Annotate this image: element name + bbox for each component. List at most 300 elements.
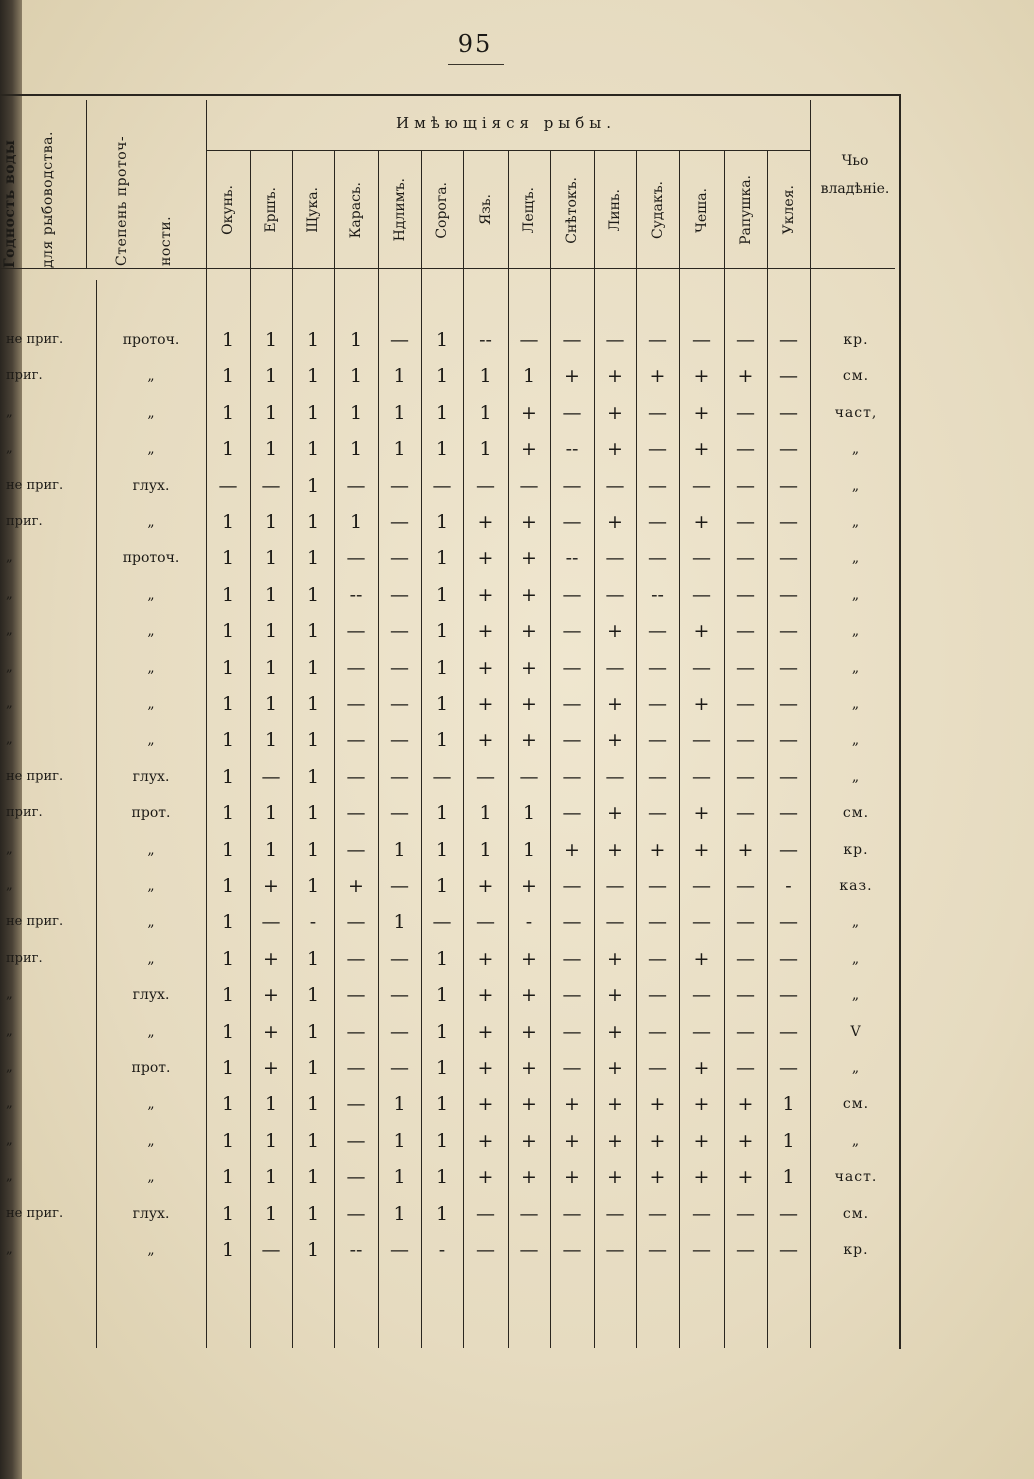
fish-presence-cell: —: [736, 511, 755, 533]
owner-cell: „: [851, 950, 861, 967]
fish-presence-cell: +: [607, 947, 623, 970]
fish-presence-cell: —: [562, 1057, 582, 1079]
flow-cell: глух.: [132, 768, 170, 785]
fish-presence-cell: 1: [349, 401, 363, 424]
fish-presence-cell: —: [692, 729, 711, 752]
fish-presence-cell: —: [476, 474, 495, 497]
fish-presence-cell: —: [605, 765, 625, 788]
owner-cell: кр.: [843, 841, 869, 858]
fish-presence-cell: —: [736, 911, 755, 934]
fish-presence-cell: +: [737, 365, 754, 388]
fish-presence-cell: —: [692, 1239, 711, 1261]
fish-presence-cell: —: [390, 511, 409, 533]
suitability-cell: не приг.: [6, 1205, 64, 1221]
fish-presence-cell: —: [736, 329, 755, 351]
table-row: [0, 795, 1034, 831]
species-header: [724, 160, 767, 260]
fish-presence-cell: —: [736, 1202, 755, 1225]
table-row: [0, 431, 1034, 467]
fish-presence-cell: 1: [221, 1020, 235, 1043]
fish-presence-cell: —: [779, 911, 798, 934]
fish-presence-cell: 1: [435, 438, 449, 461]
fish-presence-cell: 1: [479, 401, 492, 424]
species-label: Карась.: [348, 181, 364, 239]
fish-presence-cell: --: [651, 583, 664, 606]
fish-presence-cell: —: [779, 1057, 798, 1079]
fish-presence-cell: 1: [264, 401, 278, 424]
fish-presence-cell: —: [476, 765, 495, 788]
flow-cell: „: [147, 623, 155, 640]
fish-presence-cell: —: [562, 1020, 582, 1043]
fish-presence-cell: —: [779, 438, 798, 461]
suitability-cell: приг.: [6, 950, 43, 966]
fish-presence-cell: 1: [349, 511, 363, 533]
fish-presence-cell: —: [476, 1239, 495, 1261]
fish-presence-cell: —: [648, 329, 667, 351]
fish-presence-cell: 1: [435, 1093, 449, 1116]
fish-presence-cell: 1: [221, 911, 235, 934]
owner-cell: „: [851, 441, 861, 458]
species-header: [679, 160, 724, 260]
flow-cell: глух.: [132, 477, 170, 494]
suitability-cell: „: [6, 1060, 13, 1075]
fish-presence-cell: +: [693, 947, 710, 970]
fish-presence-cell: —: [390, 729, 409, 752]
suitability-cell: приг.: [6, 368, 43, 384]
fish-presence-cell: —: [692, 583, 711, 606]
fish-presence-cell: —: [779, 474, 798, 497]
fish-presence-cell: +: [737, 1093, 754, 1116]
fish-presence-cell: —: [346, 1020, 366, 1043]
fish-presence-cell: —: [779, 838, 798, 861]
fish-presence-cell: 1: [435, 620, 449, 643]
species-header: [463, 160, 508, 260]
flow-cell: „: [147, 514, 155, 530]
fish-presence-cell: 1: [306, 729, 320, 752]
fish-presence-cell: 1: [522, 802, 536, 825]
fish-presence-cell: 1: [435, 875, 449, 897]
fish-presence-cell: -: [309, 911, 317, 934]
fish-presence-cell: +: [477, 1129, 494, 1152]
table-top-rule: [0, 94, 900, 96]
table-row: [0, 613, 1034, 649]
fish-presence-cell: —: [346, 802, 366, 825]
fish-presence-cell: +: [521, 656, 537, 679]
fish-presence-cell: 1: [264, 329, 278, 351]
suitability-cell: „: [6, 841, 13, 857]
species-header: [421, 160, 463, 260]
fish-presence-cell: —: [692, 1202, 711, 1225]
fish-presence-cell: —: [519, 474, 539, 497]
fish-presence-cell: +: [521, 511, 537, 533]
fish-presence-cell: 1: [435, 802, 449, 825]
owner-cell: „: [851, 768, 861, 785]
fish-presence-cell: —: [390, 329, 409, 351]
species-header: [508, 160, 550, 260]
header-suitability-line1: Годность воды: [2, 139, 18, 268]
fish-presence-cell: +: [263, 875, 279, 897]
fish-presence-cell: 1: [393, 1166, 406, 1189]
fish-presence-cell: 1: [435, 329, 449, 351]
fish-presence-cell: 1: [782, 1093, 795, 1116]
fish-presence-cell: —: [779, 547, 798, 570]
fish-presence-cell: 1: [393, 1093, 406, 1116]
table-row: [0, 759, 1034, 795]
fish-presence-cell: 1: [221, 1129, 235, 1152]
fish-presence-cell: 1: [306, 401, 320, 424]
owner-cell: „: [851, 550, 861, 567]
fish-presence-cell: +: [649, 365, 666, 388]
fish-presence-cell: 1: [435, 838, 449, 861]
species-label: Чеша.: [693, 187, 710, 233]
header-flow-line1: Степень проточ-: [114, 135, 130, 266]
fish-presence-cell: 1: [221, 1057, 235, 1079]
owner-cell: „: [851, 914, 861, 931]
header-suitability-line2: для рыбоводства.: [40, 131, 56, 268]
fish-presence-cell: 1: [306, 438, 320, 461]
table-row: [0, 322, 1034, 358]
fish-presence-cell: +: [693, 1129, 710, 1152]
species-header: [206, 160, 250, 260]
fish-presence-cell: +: [607, 838, 623, 861]
fish-presence-cell: 1: [393, 1202, 406, 1225]
fish-presence-cell: --: [479, 329, 492, 351]
fish-presence-cell: +: [477, 947, 494, 970]
fish-presence-cell: +: [607, 693, 623, 715]
fish-presence-cell: —: [562, 911, 582, 934]
fish-presence-cell: 1: [221, 1093, 235, 1116]
table-row: [0, 1086, 1034, 1122]
fish-presence-cell: 1: [435, 583, 449, 606]
suitability-cell: не приг.: [6, 768, 64, 784]
fish-presence-cell: 1: [221, 656, 235, 679]
fish-presence-cell: 1: [393, 365, 406, 388]
fish-presence-cell: —: [562, 583, 582, 606]
header-owner: [810, 147, 900, 203]
flow-cell: „: [147, 878, 155, 894]
fish-presence-cell: 1: [306, 802, 320, 825]
suitability-cell: „: [6, 586, 13, 602]
fish-presence-cell: —: [648, 656, 667, 679]
suitability-cell: „: [6, 1023, 13, 1039]
fish-presence-cell: 1: [264, 693, 278, 715]
fish-presence-cell: +: [521, 401, 537, 424]
species-label: Уклея.: [780, 185, 797, 235]
table-row: [0, 1232, 1034, 1268]
fish-presence-cell: +: [564, 838, 580, 861]
flow-cell: „: [147, 1132, 155, 1149]
fish-presence-cell: —: [605, 329, 625, 351]
fish-presence-cell: --: [565, 438, 579, 461]
fish-presence-cell: —: [648, 1202, 667, 1225]
fish-presence-cell: —: [779, 1020, 798, 1043]
fish-presence-cell: —: [519, 329, 539, 351]
fish-presence-cell: +: [649, 838, 666, 861]
fish-presence-cell: +: [693, 1166, 710, 1189]
fish-presence-cell: —: [605, 547, 625, 570]
fish-presence-cell: 1: [349, 329, 363, 351]
fish-presence-cell: —: [562, 693, 582, 715]
fish-presence-cell: —: [261, 765, 281, 788]
fish-presence-cell: —: [346, 1093, 366, 1116]
fish-presence-cell: —: [432, 911, 452, 934]
fish-presence-cell: +: [607, 620, 623, 643]
fish-presence-cell: —: [648, 474, 667, 497]
fish-presence-cell: 1: [221, 802, 235, 825]
fish-presence-cell: +: [477, 656, 494, 679]
fish-presence-cell: +: [521, 984, 537, 1007]
fish-presence-cell: —: [648, 802, 667, 825]
fish-presence-cell: —: [692, 656, 711, 679]
left-rule: [86, 100, 87, 268]
fish-presence-cell: —: [562, 729, 582, 752]
owner-cell: „: [851, 1060, 861, 1076]
species-header: [378, 160, 421, 260]
fish-presence-cell: 1: [306, 656, 320, 679]
fish-presence-cell: —: [562, 620, 582, 643]
fish-presence-cell: —: [519, 1239, 539, 1261]
fish-presence-cell: +: [521, 1020, 537, 1043]
species-header: [594, 160, 636, 260]
table-row: [0, 686, 1034, 722]
fish-presence-cell: —: [736, 474, 755, 497]
fish-presence-cell: —: [432, 474, 452, 497]
fish-presence-cell: +: [564, 365, 580, 388]
fish-presence-cell: 1: [306, 329, 320, 351]
suitability-cell: „: [6, 732, 13, 748]
fish-presence-cell: +: [564, 1166, 580, 1189]
suitability-cell: приг.: [6, 805, 43, 821]
fish-presence-cell: —: [346, 765, 366, 788]
fish-presence-cell: —: [779, 693, 798, 715]
fish-presence-cell: —: [346, 984, 366, 1007]
fish-presence-cell: —: [346, 1166, 366, 1189]
fish-presence-cell: 1: [349, 365, 363, 388]
fish-presence-cell: +: [477, 511, 494, 533]
fish-presence-cell: +: [477, 1057, 494, 1079]
fish-presence-cell: +: [521, 693, 537, 715]
fish-presence-cell: —: [346, 911, 366, 934]
fish-presence-cell: —: [736, 693, 755, 715]
fish-presence-cell: +: [263, 947, 279, 970]
fish-presence-cell: —: [692, 474, 711, 497]
table-row: [0, 1050, 1034, 1086]
fish-presence-cell: 1: [435, 547, 449, 570]
fish-presence-cell: —: [562, 947, 582, 970]
flow-cell: прот.: [131, 1060, 171, 1076]
table-row: [0, 468, 1034, 504]
fish-presence-cell: 1: [435, 984, 449, 1007]
fish-presence-cell: —: [346, 1129, 366, 1152]
owner-cell: „: [851, 623, 861, 640]
flow-cell: „: [147, 1169, 155, 1186]
header-bottom-rule: [0, 268, 895, 269]
fish-presence-cell: 1: [264, 365, 278, 388]
fish-presence-cell: —: [562, 511, 582, 533]
fish-presence-cell: +: [607, 984, 623, 1007]
fish-presence-cell: +: [693, 838, 710, 861]
fish-presence-cell: —: [390, 765, 409, 788]
fish-presence-cell: 1: [435, 511, 449, 533]
fish-presence-cell: —: [779, 947, 798, 970]
flow-cell: „: [147, 441, 155, 458]
fish-presence-cell: 1: [479, 438, 492, 461]
fish-presence-cell: -: [785, 875, 792, 897]
fish-presence-cell: +: [607, 438, 623, 461]
fish-presence-cell: +: [521, 620, 537, 643]
fish-presence-cell: 1: [221, 583, 235, 606]
fish-presence-cell: —: [261, 911, 281, 934]
fish-presence-cell: 1: [435, 1202, 449, 1225]
table-row: [0, 395, 1034, 431]
fish-presence-cell: +: [477, 583, 494, 606]
flow-cell: „: [147, 841, 155, 858]
fish-presence-cell: —: [346, 656, 366, 679]
fish-presence-cell: +: [521, 438, 537, 461]
fish-presence-cell: 1: [435, 693, 449, 715]
species-label: Сорога.: [434, 181, 450, 239]
fish-presence-cell: 1: [349, 438, 363, 461]
fish-presence-cell: —: [736, 875, 755, 897]
fish-presence-cell: —: [779, 365, 798, 388]
table-row: [0, 650, 1034, 686]
owner-cell: „: [851, 732, 861, 749]
fish-presence-cell: +: [521, 547, 537, 570]
fish-presence-cell: —: [779, 620, 798, 643]
suitability-cell: приг.: [6, 514, 43, 529]
fish-presence-cell: —: [519, 1202, 539, 1225]
species-label: Щука.: [305, 187, 321, 233]
fish-presence-cell: -: [438, 1239, 446, 1261]
fish-presence-cell: 1: [264, 1202, 278, 1225]
fish-presence-cell: 1: [221, 401, 235, 424]
fish-presence-cell: +: [649, 1093, 666, 1116]
fish-presence-cell: —: [692, 765, 711, 788]
fish-presence-cell: —: [779, 1202, 798, 1225]
suitability-cell: „: [6, 1169, 13, 1185]
table-row: [0, 540, 1034, 576]
fish-presence-cell: —: [346, 1202, 366, 1225]
fish-presence-cell: —: [390, 1057, 409, 1079]
table-row: [0, 577, 1034, 613]
fish-presence-cell: --: [349, 583, 363, 606]
owner-cell: „: [851, 477, 861, 494]
flow-cell: прот.: [131, 805, 171, 822]
fish-presence-cell: 1: [435, 656, 449, 679]
fish-presence-cell: 1: [306, 511, 320, 533]
fish-presence-cell: —: [692, 329, 711, 351]
fish-presence-cell: +: [521, 729, 537, 752]
fish-presence-cell: 1: [264, 1093, 278, 1116]
fish-presence-cell: 1: [306, 765, 320, 788]
fish-presence-cell: 1: [306, 1202, 320, 1225]
fish-presence-cell: +: [521, 1057, 537, 1079]
fish-presence-cell: +: [477, 693, 494, 715]
fish-presence-cell: 1: [264, 438, 278, 461]
flow-cell: „: [147, 696, 155, 712]
fish-presence-cell: +: [693, 802, 710, 825]
fish-presence-cell: —: [476, 911, 495, 934]
fish-presence-cell: —: [390, 583, 409, 606]
suitability-cell: „: [6, 987, 13, 1003]
fish-presence-cell: 1: [264, 547, 278, 570]
fish-presence-cell: —: [736, 438, 755, 461]
fish-presence-cell: —: [736, 1057, 755, 1079]
fish-presence-cell: 1: [393, 1129, 406, 1152]
suitability-cell: „: [6, 623, 13, 639]
suitability-cell: „: [6, 441, 13, 457]
fish-presence-cell: —: [346, 620, 366, 643]
fish-presence-cell: +: [649, 1166, 666, 1189]
fish-presence-cell: +: [607, 1166, 623, 1189]
fish-presence-cell: —: [779, 802, 798, 825]
owner-cell: см.: [842, 805, 870, 822]
fish-presence-cell: --: [565, 547, 579, 570]
fish-presence-cell: 1: [221, 547, 235, 570]
fish-presence-cell: —: [648, 1239, 667, 1261]
owner-cell: „: [851, 586, 861, 603]
fish-presence-cell: 1: [306, 693, 320, 715]
fish-presence-cell: —: [692, 875, 711, 897]
species-header: [334, 160, 378, 260]
fish-presence-cell: —: [390, 947, 409, 970]
fish-presence-cell: +: [607, 401, 623, 424]
table-row: [0, 868, 1034, 904]
fish-presence-cell: 1: [221, 511, 235, 533]
fish-presence-cell: —: [346, 1057, 366, 1079]
fish-presence-cell: +: [693, 365, 710, 388]
fish-presence-cell: —: [736, 583, 755, 606]
table-row: [0, 941, 1034, 977]
owner-cell: „: [851, 514, 861, 530]
fish-presence-cell: —: [648, 1020, 667, 1043]
fish-presence-cell: 1: [306, 1129, 320, 1152]
fish-presence-cell: —: [692, 911, 711, 934]
fish-presence-cell: —: [390, 693, 409, 715]
fish-presence-cell: +: [607, 1093, 623, 1116]
fish-presence-cell: 1: [435, 401, 449, 424]
fish-presence-cell: +: [263, 1057, 279, 1079]
species-header: [250, 160, 292, 260]
fish-presence-cell: +: [263, 984, 279, 1007]
fish-presence-cell: +: [607, 1020, 623, 1043]
owner-cell: кр.: [843, 1242, 869, 1258]
table-row: [0, 722, 1034, 758]
header-fish-group: Имѣющіяся рыбы.: [396, 114, 616, 132]
owner-cell: см.: [842, 1096, 870, 1113]
owner-cell: „: [851, 987, 861, 1004]
suitability-cell: „: [6, 1096, 13, 1112]
fish-presence-cell: 1: [479, 802, 492, 825]
fish-presence-cell: —: [605, 583, 625, 606]
table-row: [0, 1159, 1034, 1195]
fish-presence-cell: 1: [221, 438, 235, 461]
flow-cell: „: [147, 1023, 155, 1040]
fish-presence-cell: —: [648, 547, 667, 570]
fish-presence-cell: —: [736, 1239, 755, 1261]
species-label: Рапушка.: [737, 175, 754, 245]
table-row: [0, 358, 1034, 394]
fish-presence-cell: +: [263, 1020, 279, 1043]
table-row: [0, 904, 1034, 940]
fish-presence-cell: 1: [782, 1166, 795, 1189]
fish-presence-cell: —: [648, 984, 667, 1007]
suitability-cell: „: [6, 878, 13, 893]
fish-presence-cell: +: [693, 438, 710, 461]
fish-presence-cell: +: [607, 729, 623, 752]
fish-presence-cell: 1: [306, 1239, 320, 1261]
fish-presence-cell: +: [693, 511, 710, 533]
